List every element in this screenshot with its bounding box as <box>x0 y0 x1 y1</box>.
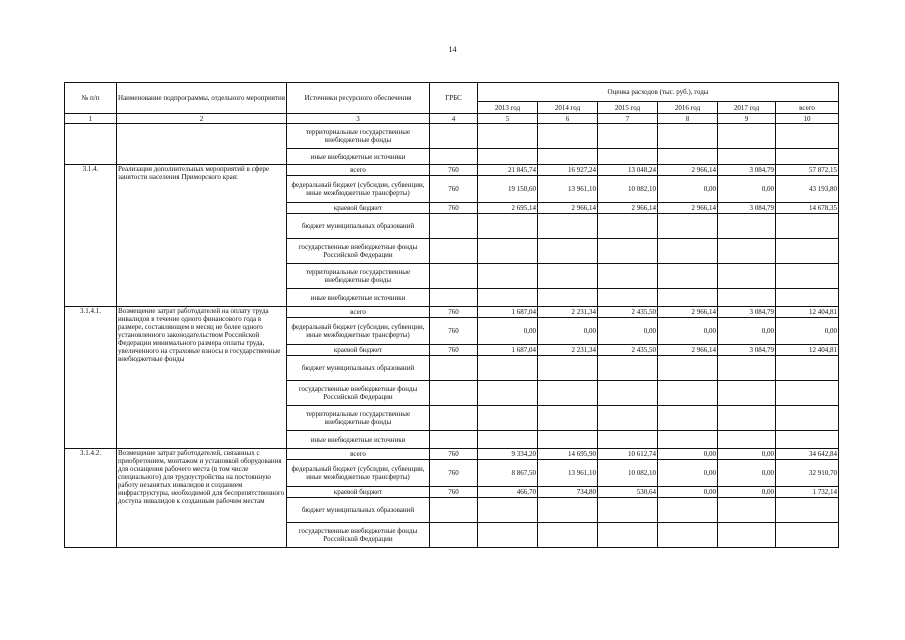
value-cell: 0,00 <box>658 460 718 487</box>
value-cell: 2 966,14 <box>538 203 598 214</box>
table-row <box>65 124 839 149</box>
value-cell: 0,00 <box>658 449 718 460</box>
value-cell: 0,00 <box>658 318 718 345</box>
source-cell: бюджет муниципальных образований <box>287 498 430 523</box>
code-cell <box>65 124 117 165</box>
name-cell: Возмещение затрат работодателей, связанных с приобретением, монтажом и установкой оборудования для оснащения рабочего места (в том числе специального) для трудоустройства на постоянную работу незанятых инвалидов и созданием инфраструктуры, необходимой для беспрепятственного доступа инвалидов к созданным рабочим местам <box>117 449 287 548</box>
name-cell: Возмещение затрат работодателей на оплату труда инвалидов в течение одного финансового года в размере, составляющем в месяц не более одного установленного законодательством Российской Федерации минимального размера оплаты труда, увеличенного на страховые взносы в государственные внебюджетные фонды <box>117 307 287 449</box>
grbs-cell: 760 <box>430 165 478 176</box>
value-cell: 0,00 <box>598 318 658 345</box>
value-cell: 3 084,79 <box>718 345 776 356</box>
source-cell: федеральный бюджет (субсидии, субвенции, иные межбюджетные трансферты) <box>287 176 430 203</box>
value-cell: 13 048,24 <box>598 165 658 176</box>
source-cell: федеральный бюджет (субсидии, субвенции, иные межбюджетные трансферты) <box>287 460 430 487</box>
value-cell: 1 687,04 <box>478 345 538 356</box>
expenditure-table <box>64 82 839 548</box>
value-cell: 0,00 <box>776 318 839 345</box>
header-year: 2014 год <box>538 102 598 114</box>
value-cell: 1 732,14 <box>776 487 839 498</box>
value-cell: 16 927,24 <box>538 165 598 176</box>
source-cell: бюджет муниципальных образований <box>287 356 430 381</box>
value-cell: 0,00 <box>658 176 718 203</box>
source-cell: бюджет муниципальных образований <box>287 214 430 239</box>
source-cell: всего <box>287 307 430 318</box>
value-cell: 2 435,50 <box>598 307 658 318</box>
value-cell: 14 695,90 <box>538 449 598 460</box>
index-cell: 3 <box>287 114 430 124</box>
value-cell: 0,00 <box>658 487 718 498</box>
header-name: Наименование подпрограммы, отдельного мероприятия <box>117 83 287 114</box>
value-cell: 2 966,14 <box>658 345 718 356</box>
value-cell: 0,00 <box>718 487 776 498</box>
value-cell: 2 231,34 <box>538 307 598 318</box>
source-cell: государственные внебюджетные фонды Российской Федерации <box>287 381 430 406</box>
value-cell: 13 961,10 <box>538 176 598 203</box>
value-cell: 2 966,14 <box>658 307 718 318</box>
value-cell: 12 404,81 <box>776 307 839 318</box>
value-cell: 3 084,79 <box>718 165 776 176</box>
value-cell: 12 404,81 <box>776 345 839 356</box>
code-cell: 3.1.4.1. <box>65 307 117 449</box>
value-cell: 10 082,10 <box>598 176 658 203</box>
source-cell: краевой бюджет <box>287 345 430 356</box>
source-cell: территориальные государственные внебюджетные фонды <box>287 124 430 149</box>
table-row <box>65 307 839 318</box>
index-row <box>65 114 839 124</box>
value-cell: 0,00 <box>538 318 598 345</box>
grbs-cell: 760 <box>430 460 478 487</box>
header-estimate: Оценка расходов (тыс. руб.), годы <box>478 83 839 102</box>
name-cell <box>117 124 287 165</box>
value-cell: 10 082,10 <box>598 460 658 487</box>
source-cell: всего <box>287 165 430 176</box>
value-cell: 0,00 <box>718 176 776 203</box>
value-cell: 530,64 <box>598 487 658 498</box>
grbs-cell: 760 <box>430 318 478 345</box>
value-cell: 13 961,10 <box>538 460 598 487</box>
index-cell: 2 <box>117 114 287 124</box>
index-cell: 7 <box>598 114 658 124</box>
source-cell: федеральный бюджет (субсидии, субвенции, иные межбюджетные трансферты) <box>287 318 430 345</box>
value-cell: 34 642,84 <box>776 449 839 460</box>
name-cell: Реализация дополнительных мероприятий в сфере занятости населения Приморского края: <box>117 165 287 307</box>
value-cell: 3 084,79 <box>718 307 776 318</box>
table-row <box>65 449 839 460</box>
value-cell: 19 150,60 <box>478 176 538 203</box>
value-cell: 2 231,34 <box>538 345 598 356</box>
header-grbs: ГРБС <box>430 83 478 114</box>
grbs-cell: 760 <box>430 449 478 460</box>
value-cell: 2 966,14 <box>658 165 718 176</box>
grbs-cell: 760 <box>430 307 478 318</box>
source-cell: всего <box>287 449 430 460</box>
value-cell: 2 435,50 <box>598 345 658 356</box>
value-cell: 466,70 <box>478 487 538 498</box>
header-year: 2017 год <box>718 102 776 114</box>
table-row <box>65 165 839 176</box>
source-cell: территориальные государственные внебюджетные фонды <box>287 264 430 289</box>
value-cell: 2 966,14 <box>658 203 718 214</box>
source-cell: государственные внебюджетные фонды Российской Федерации <box>287 523 430 548</box>
value-cell: 57 872,15 <box>776 165 839 176</box>
grbs-cell: 760 <box>430 176 478 203</box>
source-cell: иные внебюджетные источники <box>287 149 430 165</box>
value-cell: 0,00 <box>718 318 776 345</box>
index-cell: 9 <box>718 114 776 124</box>
index-cell: 10 <box>776 114 839 124</box>
value-cell: 32 910,70 <box>776 460 839 487</box>
page-number: 14 <box>448 45 457 54</box>
index-cell: 1 <box>65 114 117 124</box>
grbs-cell: 760 <box>430 203 478 214</box>
value-cell: 43 193,80 <box>776 176 839 203</box>
source-cell: территориальные государственные внебюджетные фонды <box>287 406 430 431</box>
header-num: № п/п <box>65 83 117 114</box>
value-cell: 734,80 <box>538 487 598 498</box>
index-cell: 8 <box>658 114 718 124</box>
code-cell: 3.1.4. <box>65 165 117 307</box>
source-cell: государственные внебюджетные фонды Российской Федерации <box>287 239 430 264</box>
value-cell: 3 084,79 <box>718 203 776 214</box>
code-cell: 3.1.4.2. <box>65 449 117 548</box>
source-cell: иные внебюджетные источники <box>287 289 430 307</box>
value-cell: 14 678,35 <box>776 203 839 214</box>
value-cell: 2 695,14 <box>478 203 538 214</box>
header-year: 2016 год <box>658 102 718 114</box>
source-cell: иные внебюджетные источники <box>287 431 430 449</box>
value-cell: 21 845,74 <box>478 165 538 176</box>
header-total: всего <box>776 102 839 114</box>
index-cell: 5 <box>478 114 538 124</box>
header-source: Источники ресурсного обеспечения <box>287 83 430 114</box>
grbs-cell: 760 <box>430 487 478 498</box>
value-cell: 0,00 <box>718 449 776 460</box>
value-cell: 10 612,74 <box>598 449 658 460</box>
value-cell: 2 966,14 <box>598 203 658 214</box>
source-cell: краевой бюджет <box>287 487 430 498</box>
value-cell: 1 687,04 <box>478 307 538 318</box>
value-cell: 0,00 <box>718 460 776 487</box>
index-cell: 6 <box>538 114 598 124</box>
value-cell: 8 867,50 <box>478 460 538 487</box>
value-cell: 0,00 <box>478 318 538 345</box>
grbs-cell: 760 <box>430 345 478 356</box>
source-cell: краевой бюджет <box>287 203 430 214</box>
index-cell: 4 <box>430 114 478 124</box>
header-year: 2013 год <box>478 102 538 114</box>
header-year: 2015 год <box>598 102 658 114</box>
value-cell: 9 334,20 <box>478 449 538 460</box>
